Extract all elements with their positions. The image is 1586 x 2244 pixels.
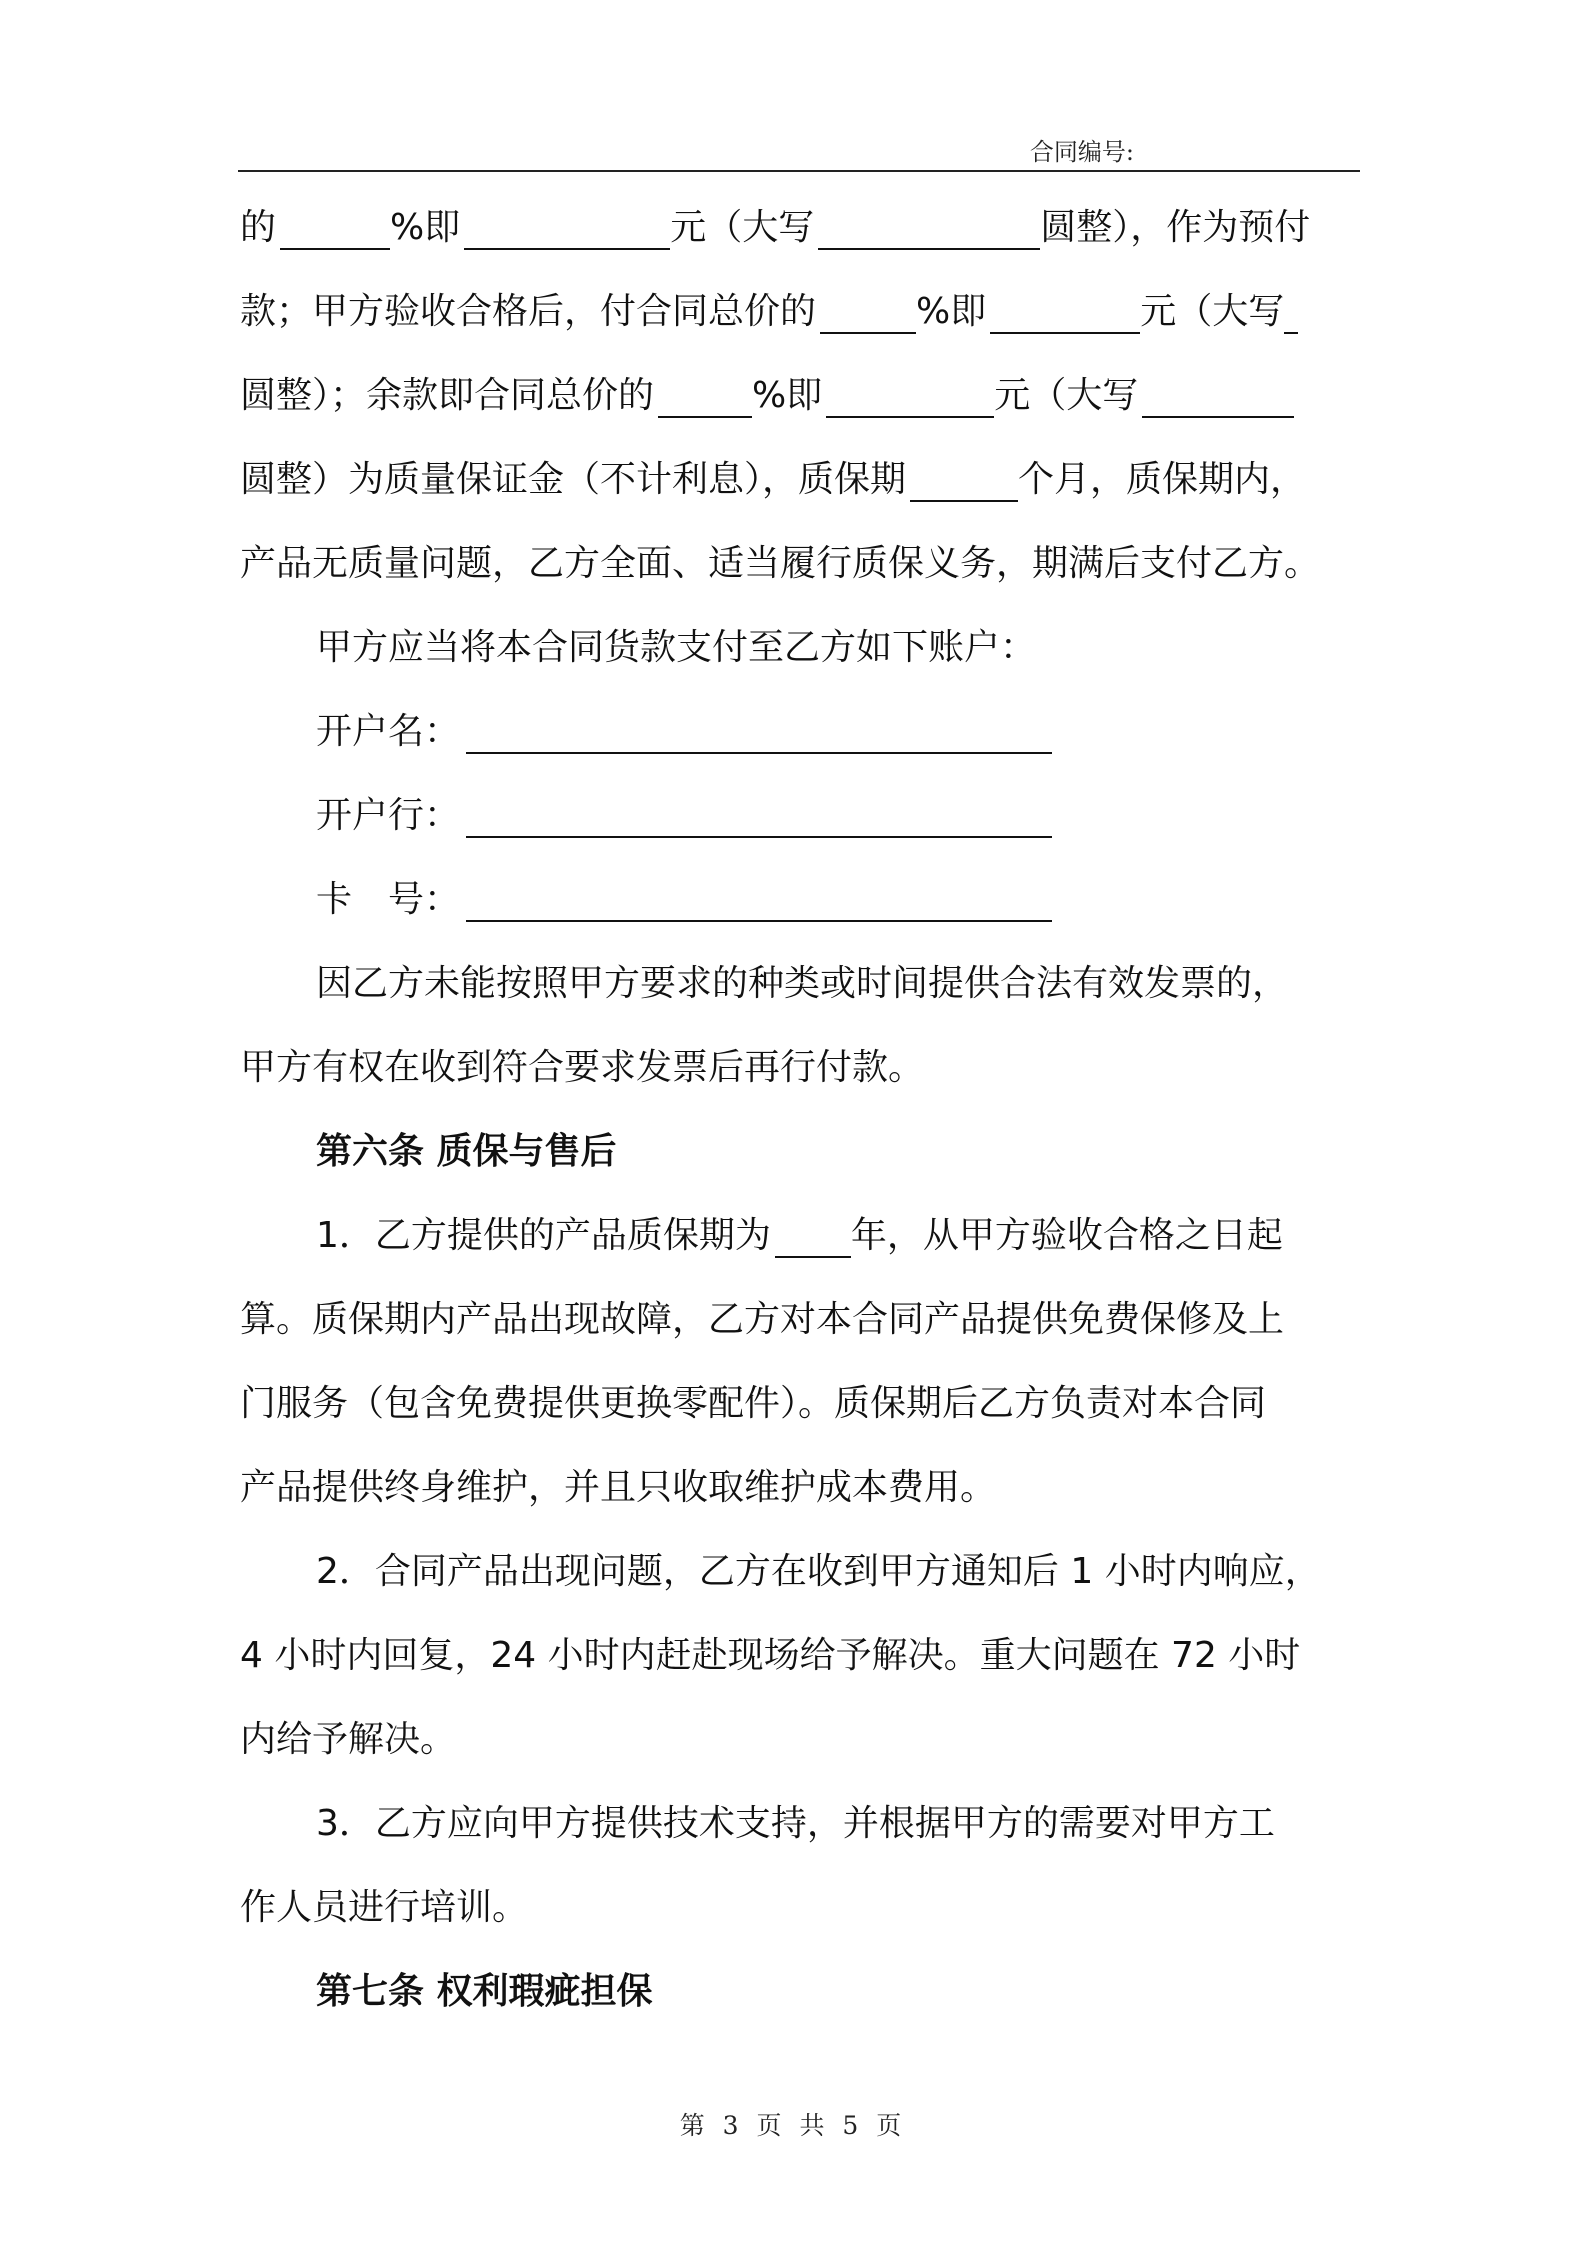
contract-number-label: 合同编号: <box>1029 138 1134 166</box>
amount-words-blank <box>818 210 1040 250</box>
text: 元（大写 <box>994 375 1139 416</box>
account-intro: 甲方应当将本合同货款支付至乙方如下账户： <box>316 627 1037 668</box>
payment-line-4 <box>240 458 1306 502</box>
article6-item3-line-1: 3．乙方应向甲方提供技术支持，并根据甲方的需要对甲方工 <box>316 1803 1275 1844</box>
page-header <box>238 126 1360 172</box>
amount-words-blank <box>1142 378 1294 418</box>
percent-blank <box>658 378 752 418</box>
card-field <box>466 882 1052 922</box>
article6-item2-line-1: 2．合同产品出现问题，乙方在收到甲方通知后 1 小时内响应， <box>316 1551 1321 1592</box>
invoice-line-1: 因乙方未能按照甲方要求的种类或时间提供合法有效发票的， <box>316 963 1289 1004</box>
text: %即 <box>390 207 461 248</box>
bank-field <box>466 798 1052 838</box>
text: 圆整）；余款即合同总价的 <box>240 375 655 416</box>
account-name-field <box>466 714 1052 754</box>
text: 元（大写 <box>670 207 815 248</box>
amount-words-blank <box>1284 294 1298 334</box>
bank-label: 开户行： <box>316 795 461 836</box>
text: %即 <box>752 375 823 416</box>
text: 款；甲方验收合格后，付合同总价的 <box>240 291 817 332</box>
account-name-label: 开户名： <box>316 711 461 752</box>
text: 圆整）为质量保证金（不计利息），质保期 <box>240 459 907 500</box>
article6-item1-line-2: 算。质保期内产品出现故障，乙方对本合同产品提供免费保修及上 <box>240 1299 1285 1340</box>
text: 的 <box>240 207 277 248</box>
percent-blank <box>280 210 390 250</box>
article6-item1-line-3: 门服务（包含免费提供更换零配件）。质保期后乙方负责对本合同 <box>240 1383 1267 1424</box>
article6-item2-line-3: 内给予解决。 <box>240 1719 457 1760</box>
payment-line-1 <box>240 206 1310 250</box>
text: 圆整），作为预付 <box>1040 207 1311 248</box>
payment-line-5: 产品无质量问题，乙方全面、适当履行质保义务，期满后支付乙方。 <box>240 543 1321 584</box>
article6-item2-line-2: 4 小时内回复，24 小时内赶赴现场给予解决。重大问题在 72 小时 <box>240 1635 1301 1676</box>
text: 元（大写 <box>1140 291 1285 332</box>
text: 年，从甲方验收合格之日起 <box>850 1215 1283 1256</box>
amount-blank <box>990 294 1140 334</box>
amount-blank <box>464 210 670 250</box>
card-row <box>316 878 1052 922</box>
warranty-months-blank <box>910 462 1018 502</box>
text: 1．乙方提供的产品质保期为 <box>316 1215 771 1256</box>
percent-blank <box>820 294 916 334</box>
account-name-row <box>316 710 1052 754</box>
article6-item3-line-2: 作人员进行培训。 <box>240 1887 529 1928</box>
payment-line-2 <box>240 290 1298 334</box>
text: %即 <box>916 291 987 332</box>
article6-item1-line-1 <box>316 1214 1283 1258</box>
article6-heading: 第六条 质保与售后 <box>316 1131 617 1172</box>
article6-item1-line-4: 产品提供终身维护，并且只收取维护成本费用。 <box>240 1467 997 1508</box>
text: 个月，质保期内， <box>1018 459 1307 500</box>
page-footer: 第 3 页 共 5 页 <box>679 2111 907 2140</box>
payment-line-3 <box>240 374 1294 418</box>
bank-row <box>316 794 1052 838</box>
amount-blank <box>826 378 994 418</box>
warranty-years-blank <box>775 1218 851 1258</box>
article7-heading: 第七条 权利瑕疵担保 <box>316 1971 653 2012</box>
card-label: 卡 号： <box>316 879 461 920</box>
invoice-line-2: 甲方有权在收到符合要求发票后再行付款。 <box>240 1047 925 1088</box>
